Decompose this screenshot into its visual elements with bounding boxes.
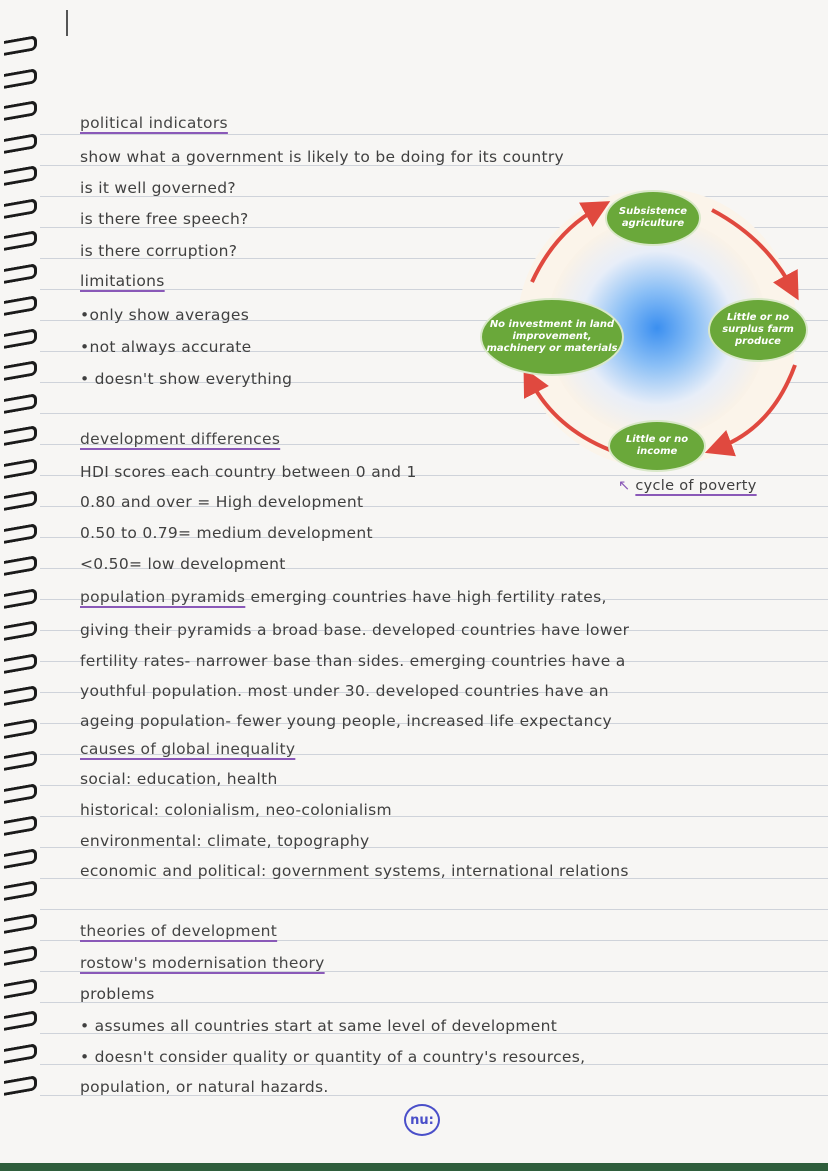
cycle-of-poverty-diagram <box>470 190 820 490</box>
node-subsistence-agriculture: Subsistence agriculture <box>605 190 701 246</box>
problem-1: • assumes all countries start at same level of development <box>80 1017 558 1035</box>
spiral-ring <box>4 133 37 154</box>
political-line-3: is there free speech? <box>80 210 249 228</box>
spiral-ring <box>4 35 37 56</box>
ruled-line <box>40 940 828 941</box>
limitation-3: • doesn't show everything <box>80 370 293 388</box>
spiral-ring <box>4 945 37 966</box>
pen-mark <box>66 10 68 36</box>
spiral-ring <box>4 1043 37 1064</box>
spiral-ring <box>4 263 37 284</box>
page-bottom-edge <box>0 1163 828 1171</box>
problem-3: population, or natural hazards. <box>80 1078 329 1096</box>
pyramids-text-1: emerging countries have high fertility rates, <box>250 588 607 606</box>
spiral-ring <box>4 978 37 999</box>
development-line-2: 0.80 and over = High development <box>80 493 364 511</box>
spiral-ring <box>4 393 37 414</box>
inequality-line-3: environmental: climate, topography <box>80 832 370 850</box>
spiral-ring <box>4 913 37 934</box>
pyramids-line-4: youthful population. most under 30. developed countries have an <box>80 682 609 700</box>
inequality-heading: causes of global inequality <box>80 740 296 758</box>
spiral-ring <box>4 100 37 121</box>
spiral-ring <box>4 848 37 869</box>
spiral-ring <box>4 783 37 804</box>
ruled-line <box>40 134 828 135</box>
limitation-2: •not always accurate <box>80 338 252 356</box>
node-no-investment: No investment in land improvement, machinery or materials <box>480 298 624 376</box>
political-line-1: show what a government is likely to be doing for its country <box>80 148 565 166</box>
spiral-ring <box>4 360 37 381</box>
development-line-1: HDI scores each country between 0 and 1 <box>80 463 417 481</box>
rostow-heading: rostow's modernisation theory <box>80 954 325 972</box>
political-line-2: is it well governed? <box>80 179 236 197</box>
ruled-line <box>40 909 828 910</box>
spiral-ring <box>4 295 37 316</box>
inequality-line-4: economic and political: government systems, international relations <box>80 862 629 880</box>
spiral-ring <box>4 750 37 771</box>
spiral-ring <box>4 490 37 511</box>
inequality-line-1: social: education, health <box>80 770 278 788</box>
diagram-caption <box>618 478 757 494</box>
political-line-4: is there corruption? <box>80 242 238 260</box>
limitations-label: limitations <box>80 272 165 290</box>
pyramids-line-2: giving their pyramids a broad base. developed countries have lower <box>80 621 630 639</box>
caption-arrow: ↖ <box>618 478 636 494</box>
spiral-ring <box>4 620 37 641</box>
limitation-1: •only show averages <box>80 306 250 324</box>
caption-text: cycle of poverty <box>635 478 757 494</box>
spiral-ring <box>4 68 37 89</box>
pyramids-line-1 <box>80 588 607 606</box>
spiral-ring <box>4 815 37 836</box>
spiral-ring <box>4 523 37 544</box>
spiral-ring <box>4 425 37 446</box>
spiral-ring <box>4 1075 37 1096</box>
development-line-4: <0.50= low development <box>80 555 286 573</box>
inequality-line-2: historical: colonialism, neo-colonialism <box>80 801 392 819</box>
ruled-line <box>40 1002 828 1003</box>
theories-heading: theories of development <box>80 922 278 940</box>
node-little-surplus: Little or no surplus farm produce <box>708 298 808 362</box>
pyramids-line-5: ageing population- fewer young people, increased life expectancy <box>80 712 612 730</box>
spiral-ring <box>4 588 37 609</box>
political-heading: political indicators <box>80 114 228 132</box>
problems-label: problems <box>80 985 155 1003</box>
spiral-ring <box>4 653 37 674</box>
spiral-ring <box>4 880 37 901</box>
problem-2: • doesn't consider quality or quantity of a country's resources, <box>80 1048 586 1066</box>
spiral-ring <box>4 718 37 739</box>
spiral-ring <box>4 230 37 251</box>
spiral-ring <box>4 165 37 186</box>
node-little-income: Little or no income <box>608 420 706 472</box>
development-heading: development differences <box>80 430 281 448</box>
spiral-ring <box>4 328 37 349</box>
spiral-ring <box>4 198 37 219</box>
spiral-ring <box>4 685 37 706</box>
development-line-3: 0.50 to 0.79= medium development <box>80 524 373 542</box>
spiral-ring <box>4 458 37 479</box>
pyramids-lead: population pyramids <box>80 588 246 606</box>
spiral-ring <box>4 555 37 576</box>
pyramids-line-3: fertility rates- narrower base than sides. emerging countries have a <box>80 652 626 670</box>
nu-logo: nu: <box>404 1104 440 1136</box>
spiral-ring <box>4 1010 37 1031</box>
